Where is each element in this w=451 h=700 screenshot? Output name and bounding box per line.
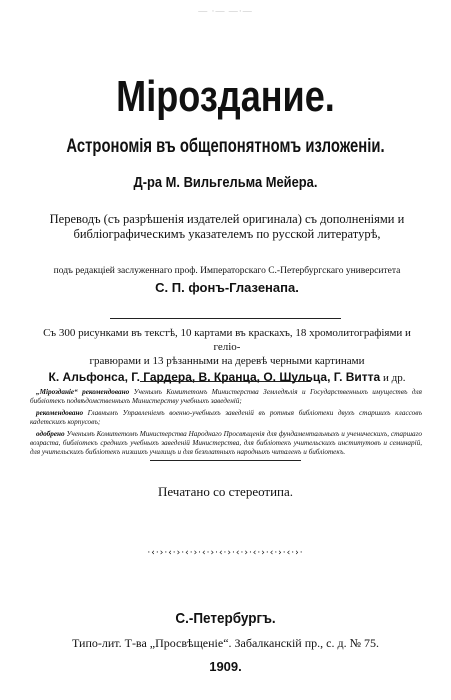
author-line — [32, 174, 420, 191]
recommendation-notes — [30, 388, 422, 460]
publication-year: 1909. — [209, 659, 242, 674]
note-3 — [30, 430, 422, 458]
book-subtitle: Астрономія въ общепонятномъ изложеніи. — [66, 136, 385, 157]
note-1 — [30, 388, 422, 407]
note-2 — [30, 409, 422, 428]
artists-line — [36, 370, 418, 385]
author-name: М. Вильгельма Мейера. — [165, 174, 318, 191]
illustrations-line-2: гравюрами и 13 рѣзанными на деревѣ черными картинами — [89, 355, 365, 367]
note-2-text: Главнымъ Управленіемъ военно-учебныхъ заведеній въ ротныя библіотеки двухъ старшихъ классовъ кадетскихъ корпусовъ; — [30, 408, 422, 427]
note-2-lead: рекомендовано — [36, 408, 84, 417]
artists-suffix: и др. — [380, 372, 406, 384]
divider-rule-1 — [110, 318, 341, 319]
faint-header-mark: — ·— —·— — [198, 6, 253, 16]
author-prefix: Д-ра — [133, 174, 166, 191]
translation-note — [36, 212, 418, 242]
divider-rule-2 — [140, 381, 311, 382]
editor-name: С. П. фонъ-Глазенапа. — [155, 280, 299, 295]
translation-line-2: библіографическимъ указателемъ по русской литературѣ, — [73, 227, 381, 241]
book-title: Міроздание. — [116, 72, 335, 121]
stereotype-note: Печатано со стереотипа. — [157, 484, 294, 499]
illustrations-block — [36, 326, 418, 385]
artists-names: К. Альфонса, Г. Гардера, В. Кранца, О. Шульца, Г. Витта — [48, 370, 381, 384]
note-3-text: Ученымъ Комитетомъ Министерства Народнаго Просвѣщенія для фундаментальныхъ и ученическихъ, старшаго возраста, библіотекъ среднихъ учебныхъ заведеній Министерства, для библіотекъ учительскихъ институтовъ и семинарій, для учительскихъ библіотекъ низшихъ училищъ и для безплатныхъ народныхъ читаленъ и библіотекъ. — [30, 429, 422, 457]
printer-line: Типо-лит. Т-ва „Просвѣщеніе“. Забалканскій пр., с. д. № 75. — [71, 636, 380, 650]
note-3-lead: одобрено — [36, 429, 65, 438]
editor-block — [36, 264, 418, 295]
divider-rule-3 — [150, 460, 301, 461]
ornament-divider-icon: ·‹·›·‹·›·‹·›·‹·›·‹·›·‹·›·‹·›·‹·›·‹·›· — [147, 548, 304, 558]
editor-line: подъ редакціей заслуженнаго проф. Императорскаго С.-Петербургскаго университета — [53, 266, 401, 276]
illustrations-line-1: Съ 300 рисунками въ текстѣ, 10 картами въ краскахъ, 18 хромолитографіями и геліо- — [43, 327, 411, 353]
translation-line-1: Переводъ (съ разрѣшенія издателей оригинала) съ дополненіями и — [49, 212, 405, 226]
note-1-text: Ученымъ Комитетомъ Министерства Земледѣлія и Государственныхъ имуществъ для библіотекъ подвѣдомственныхъ Министерству учебныхъ заведеній; — [30, 388, 422, 406]
note-1-lead: „Мірозданіе“ рекомендовано — [36, 388, 130, 396]
publication-city: С.-Петербургъ. — [175, 610, 276, 627]
